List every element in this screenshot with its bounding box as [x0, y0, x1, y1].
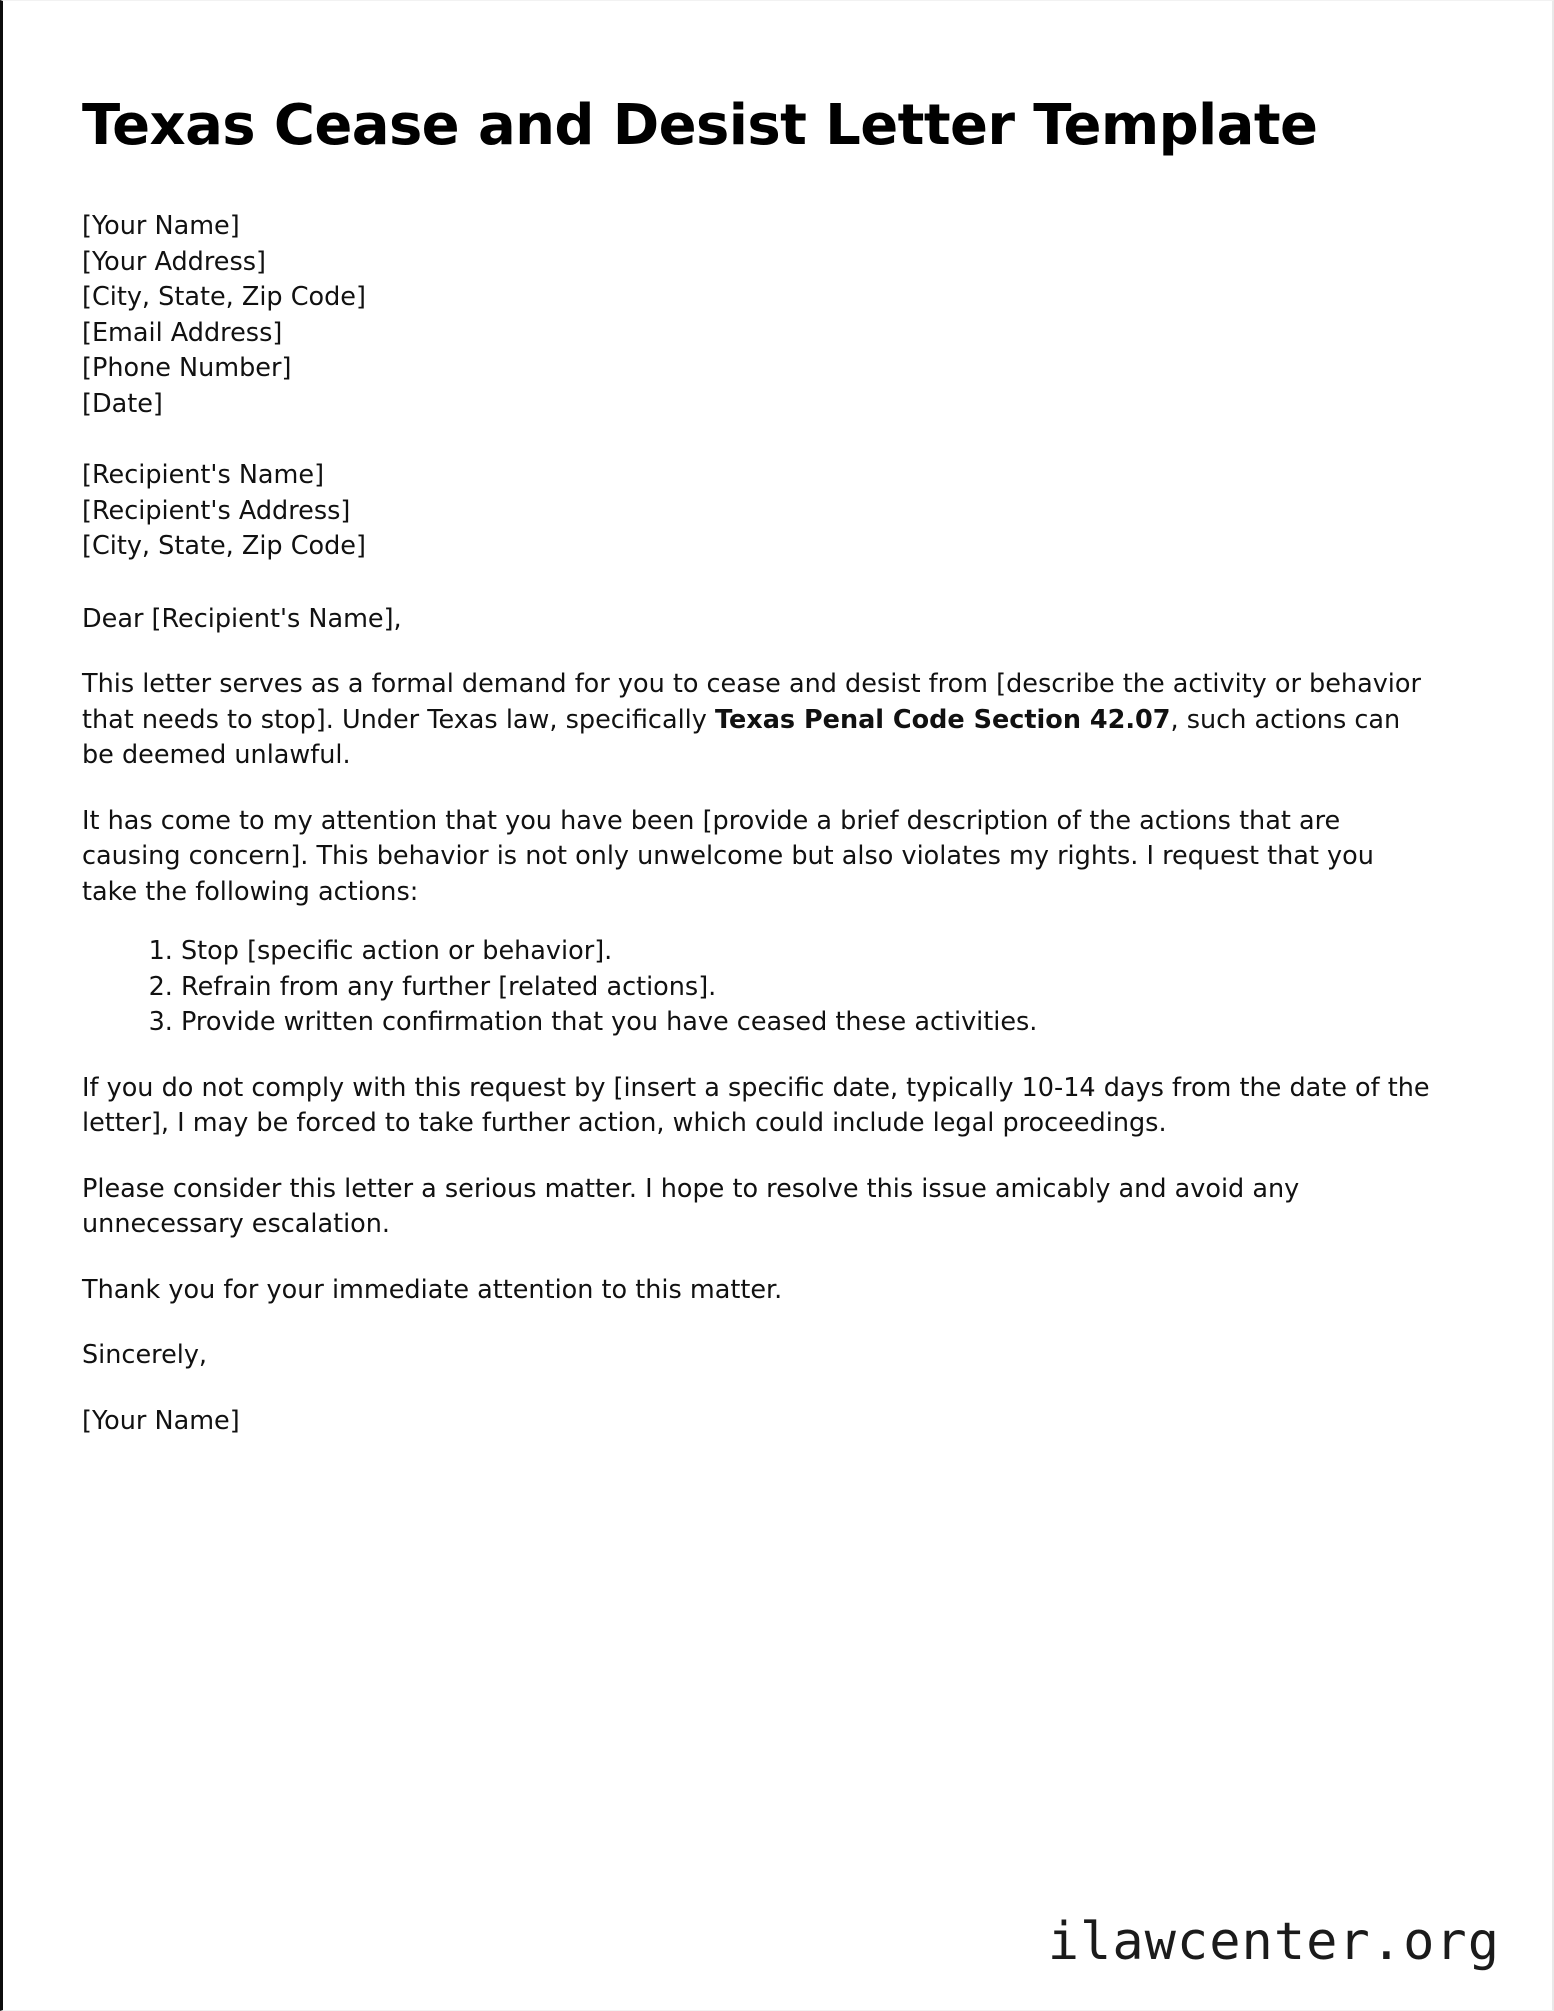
sender-line-address: [Your Address]	[82, 246, 266, 277]
recipient-line-address: [Recipient's Address]	[82, 495, 351, 526]
sender-line-email: [Email Address]	[82, 317, 283, 348]
sender-address-block	[82, 209, 1437, 422]
paragraph-demand	[82, 667, 1437, 774]
paragraph-attention: It has come to my attention that you have been [provide a brief description of the actions that are causing concern]. This behavior is not only unwelcome but also violates my rights. I request that you take the following actions:	[82, 805, 1374, 907]
site-watermark: ilawcenter.org	[1047, 1912, 1500, 1972]
legal-citation: Texas Penal Code Section 42.07	[714, 704, 1171, 735]
recipient-address-block	[82, 458, 1437, 565]
sender-line-phone: [Phone Number]	[82, 353, 292, 383]
document-content	[82, 1, 1437, 1439]
signature-name: [Your Name]	[82, 1405, 240, 1436]
paragraph-demand-outro: , such actions can be deemed unlawful.	[82, 704, 1401, 770]
paragraph-resolution: Please consider this letter a serious matter. I hope to resolve this issue amicably and avoid any unnecessary escalation.	[82, 1173, 1300, 1239]
sender-line-city: [City, State, Zip Code]	[82, 282, 366, 312]
paragraph-thanks: Thank you for your immediate attention to this matter.	[82, 1274, 783, 1305]
recipient-line-name: [Recipient's Name]	[82, 460, 325, 490]
sender-line-name: [Your Name]	[82, 211, 240, 241]
paragraph-noncompliance: If you do not comply with this request by [insert a specific date, typically 10-14 days from the date of the letter], I may be forced to take further action, which could include legal proceedings.	[82, 1072, 1430, 1138]
list-item: 1. Stop [specific action or behavior].	[181, 934, 1437, 970]
recipient-line-city: [City, State, Zip Code]	[82, 531, 366, 561]
list-item: 3. Provide written confirmation that you have ceased these activities.	[181, 1005, 1437, 1041]
salutation: Dear [Recipient's Name],	[82, 603, 402, 634]
sign-off: Sincerely,	[82, 1340, 208, 1370]
list-item: 2. Refrain from any further [related actions].	[181, 970, 1437, 1006]
requested-actions-list	[82, 934, 1437, 1041]
paragraph-demand-intro: This letter serves as a formal demand for you to cease and desist from [describe the activity or behavior that needs to stop]. Under Texas law, specifically	[82, 669, 1421, 735]
sender-line-date: [Date]	[82, 388, 163, 419]
page-title: Texas Cease and Desist Letter Template	[82, 93, 1318, 158]
